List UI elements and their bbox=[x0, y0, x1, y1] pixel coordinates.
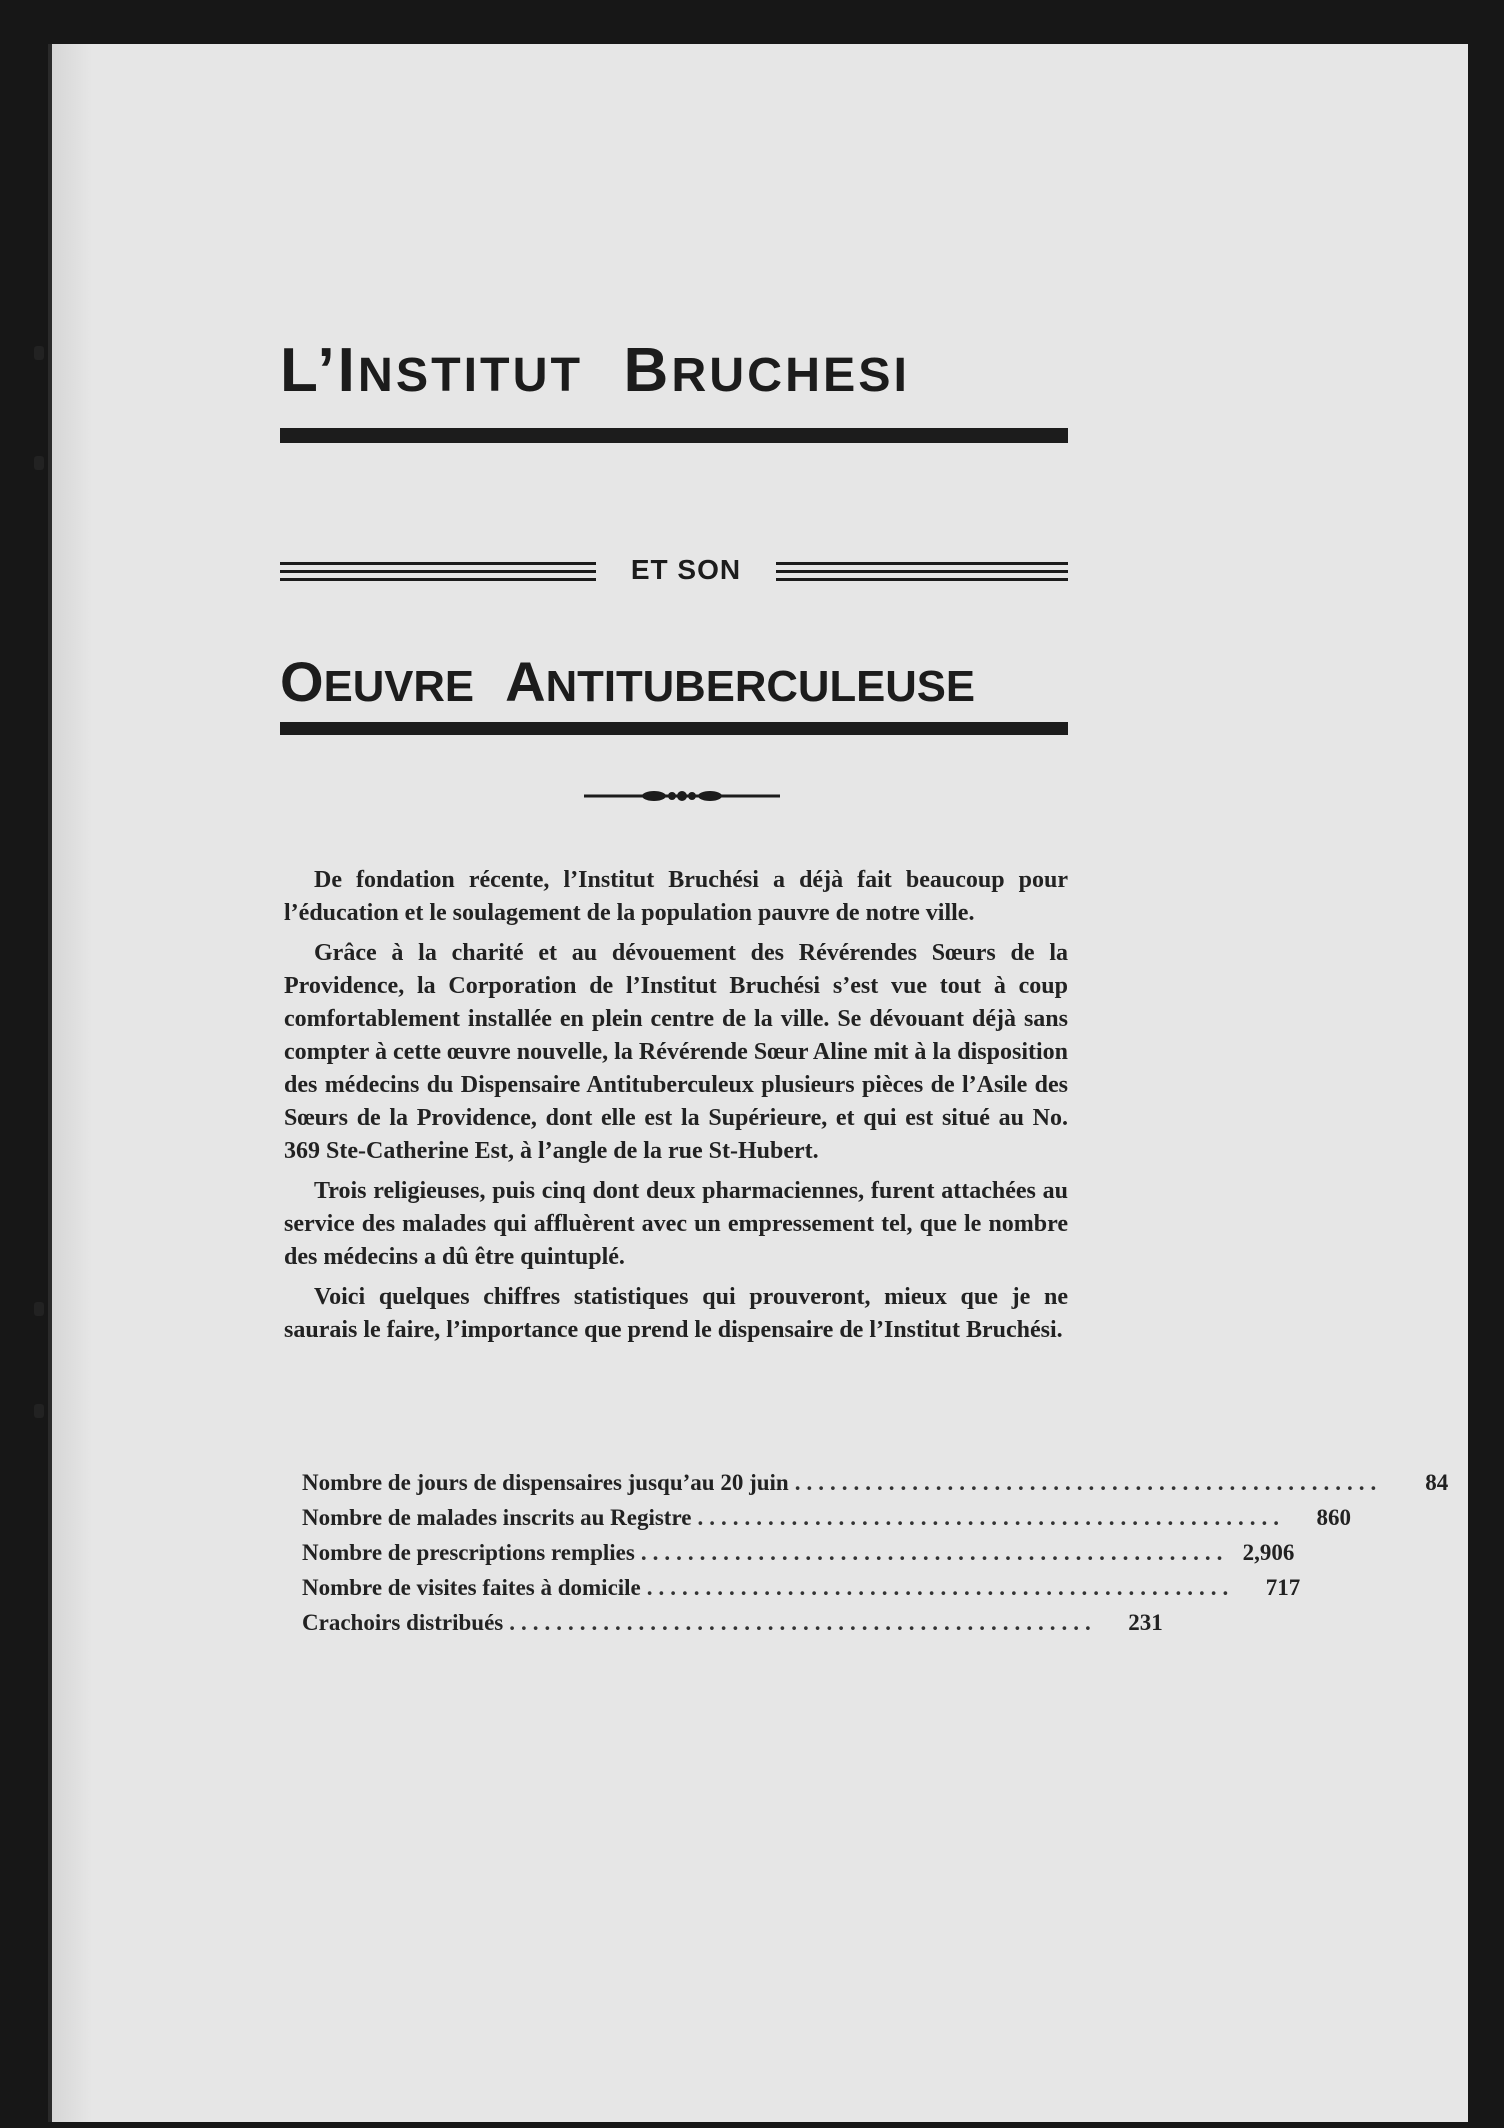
title-oeuvre-antituberculeuse bbox=[280, 650, 1068, 713]
subtitle-underline-rule bbox=[280, 722, 1068, 735]
statistic-row bbox=[302, 1540, 1295, 1575]
statistics-list bbox=[302, 1470, 1449, 1645]
paragraph: Trois religieuses, puis cinq dont deux pharmaciennes, furent attachées au service des malades qui affluèrent avec un empressement tel, que le nombre des médecins a dû être quintuplé. bbox=[284, 1178, 1068, 1270]
title-word: NSTITUT bbox=[357, 348, 584, 402]
statistic-value: 2,906 bbox=[1242, 1540, 1295, 1565]
title-initial: L’I bbox=[280, 336, 358, 405]
statistic-value: 231 bbox=[1128, 1610, 1163, 1635]
leader-dots: .................................................. bbox=[794, 1470, 1383, 1495]
binding-hole-mark bbox=[34, 1302, 44, 1316]
leader-dots: .................................................. bbox=[509, 1610, 1097, 1635]
paragraph: Grâce à la charité et au dévouement des Révérendes Sœurs de la Providence, la Corporation de l’Institut Bruchési s’est vue tout à coup comfortablement installée en plein centre de la ville. Se dévouant déjà sans compter à cette œuvre nouvelle, la Révérende Sœur Aline mit à la disposition des médecins du Dispensaire Antituberculeux plusieurs pièces de l’Asile des Sœurs de la Providence, dont elle est la Supérieure, et qui est situé au No. 369 Ste-Catherine Est, à l’angle de la rue St-Hubert. bbox=[284, 940, 1068, 1164]
connector-rule-right bbox=[776, 570, 1068, 573]
connector-text: ET SON bbox=[630, 554, 742, 585]
title-word: RUCHESI bbox=[671, 348, 910, 402]
statistic-row bbox=[302, 1470, 1449, 1505]
article-body bbox=[284, 864, 1068, 1354]
statistic-label: Crachoirs distribués bbox=[302, 1610, 504, 1635]
title-initial: B bbox=[623, 336, 672, 405]
paragraph: Voici quelques chiffres statistiques qui prouveront, mieux que je ne saurais le faire, l’importance que prend le dispensaire de l’Institut Bruchési. bbox=[284, 1284, 1068, 1343]
connector-rule-right bbox=[776, 578, 1068, 581]
statistic-value: 860 bbox=[1316, 1505, 1351, 1530]
leader-dots: .................................................. bbox=[646, 1575, 1235, 1600]
binding-hole-mark bbox=[34, 1404, 44, 1418]
gutter-shadow bbox=[52, 44, 92, 2122]
statistic-label: Nombre de malades inscrits au Registre bbox=[302, 1505, 692, 1530]
connector-rule-left bbox=[280, 562, 596, 565]
title-word: EUVRE bbox=[323, 662, 475, 711]
paragraph: De fondation récente, l’Institut Bruchési a déjà fait beaucoup pour l’éducation et le soulagement de la population pauvre de notre ville. bbox=[284, 867, 1068, 926]
statistic-row bbox=[302, 1610, 1163, 1645]
connector-rule-left bbox=[280, 570, 596, 573]
statistic-value: 84 bbox=[1425, 1470, 1449, 1495]
title-word: NTITUBERCULEUSE bbox=[545, 662, 976, 711]
leader-dots: .................................................. bbox=[697, 1505, 1285, 1530]
ornament-divider bbox=[584, 784, 780, 808]
statistic-label: Nombre de prescriptions remplies bbox=[302, 1540, 635, 1565]
statistic-label: Nombre de visites faites à domicile bbox=[302, 1575, 641, 1600]
title-institut-bruchesi bbox=[280, 336, 1068, 405]
statistic-label: Nombre de jours de dispensaires jusqu’au 20 juin bbox=[302, 1470, 789, 1495]
title-underline-rule bbox=[280, 428, 1068, 443]
connector-rule-right bbox=[776, 562, 1068, 565]
binding-hole-mark bbox=[34, 346, 44, 360]
leader-dots: .................................................. bbox=[640, 1540, 1229, 1565]
connector-rule-left bbox=[280, 578, 596, 581]
binding-hole-mark bbox=[34, 456, 44, 470]
title-initial: A bbox=[505, 650, 546, 713]
document-page bbox=[48, 44, 1468, 2122]
statistic-row bbox=[302, 1575, 1301, 1610]
title-initial: O bbox=[280, 650, 324, 713]
statistic-value: 717 bbox=[1265, 1575, 1301, 1600]
statistic-row bbox=[302, 1505, 1351, 1540]
